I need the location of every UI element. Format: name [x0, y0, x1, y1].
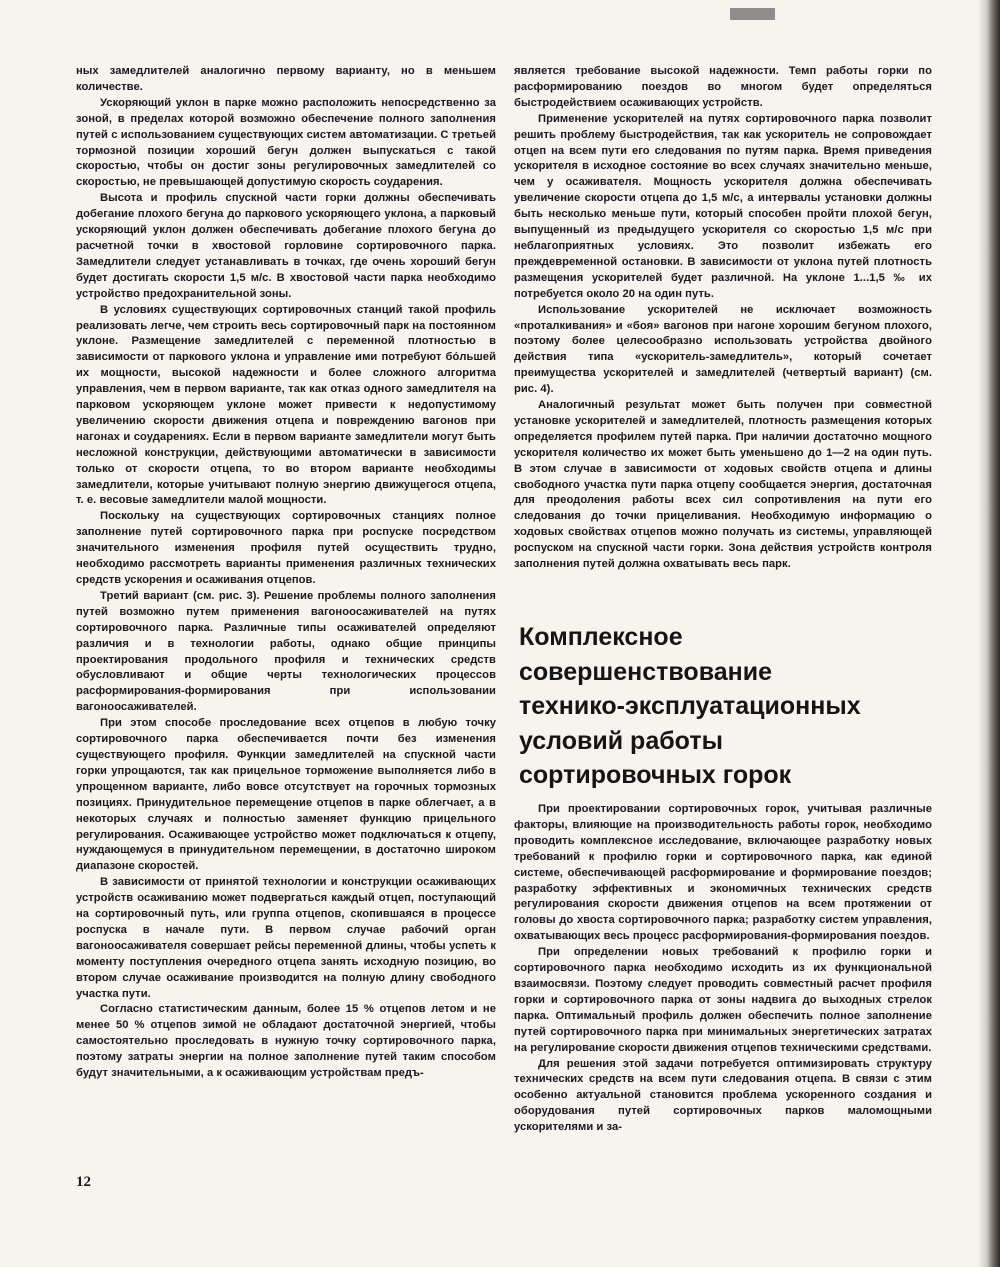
paragraph: Поскольку на существующих сортировочных станциях полное заполнение путей сортировочного парка при роспуске посредством значительного изменения профиля путей осуществить трудно, необходимо рассмотреть варианты применения различных технических средств ускорения и осаживания отцепов.	[76, 510, 496, 586]
paragraph: ных замедлителей аналогично первому варианту, но в меньшем количестве.	[76, 65, 496, 93]
heading-line: совершенствование	[519, 657, 773, 686]
heading-line: Комплексное	[519, 623, 683, 651]
section-heading	[519, 620, 939, 793]
paragraph: Ускоряющий уклон в парке можно расположить непосредственно за зоной, в пределах которой возможно обеспечение полного заполнения путей с использованием существующих систем автоматизации. С третьей тормозной позиции хороший бегун должен выпускаться с такой скоростью, чтобы он достиг зоны регулировочных замедлителей со скоростью, не превышающей допустимую скорость соударения.	[76, 96, 496, 189]
paragraph: Высота и профиль спускной части горки должны обеспечивать добегание плохого бегуна до паркового ускоряющего уклона, а парковый ускоряющий уклон должен обеспечивать добегание плохого бегуна до расчетной точки в хвостовой горловине сортировочного парка. Замедлители следует устанавливать в точках, где очень хороший бегун будет достигать скорости 1,5 м/с. В хвостовой части парка необходимо устройство предохранительной зоны.	[76, 192, 496, 300]
heading-line: условий работы	[519, 726, 723, 755]
paragraph: является требование высокой надежности. Темп работы горки по расформированию поездов во многом будет определяться быстродействием осаживающих устройств.	[514, 65, 932, 109]
paragraph: В зависимости от принятой технологии и конструкции осаживающих устройств осаживанию может подвергаться каждый отцеп, поступающий на сортировочный путь, или группа отцепов, скопившаяся в процессе роспуска в начале пути. В первом случае рабочий орган вагоноосаживателя совершает рейсы переменной длины, чтобы успеть к моменту поступления очередного отцепа занять исходную позицию, во втором случае осаживание производится на полную длину свободного участка пути.	[76, 876, 496, 1000]
paragraph: Для решения этой задачи потребуется оптимизировать структуру технических средств на всем пути следования отцепа. В связи с этим особенно актуальной становится проблема ускоренного создания и оборудования путей сортировочных парков маломощными ускорителями и за-	[514, 1057, 932, 1134]
paragraph: При этом способе проследование всех отцепов в любую точку сортировочного парка обеспечивается почти без изменения существующего профиля. Функции замедлителей на спускной части горки упрощаются, так как прицельное торможение выполняется либо в упрощенном варианте, либо вовсе отсутствует на горочных тормозных позициях. Принудительное перемещение отцепов в парке облегчает, а в некоторых случаях и полностью заменяет функцию прицельного регулирования. Осаживающее устройство может подключаться к отцепу, нуждающемуся в принудительном перемещении, в достаточно широком диапазоне скоростей.	[76, 717, 496, 873]
page-number: 12	[76, 1174, 91, 1190]
paragraph: Использование ускорителей не исключает возможность «проталкивания» и «боя» вагонов при нагоне хорошим бегуном плохого, поэтому более целесообразно использовать устройства двойного действия типа «ускоритель-замедлитель», который сочетает преимущества ускорителей и замедлителей (четвертый вариант) (см. рис. 4).	[514, 303, 932, 396]
paragraph: Применение ускорителей на путях сортировочного парка позволит решить проблему быстродействия, так как ускоритель не сопровождает отцеп на всем пути его следования по путям парка. Время приведения ускорителя в исходное состояние во всех случаях значительно меньше, чем у осаживателя. Мощность ускорителя должна обеспечивать увеличение скорости отцепа до 1,5 м/с, а интервалы установки должны быть несколько меньше пути, который способен пройти плохой бегун, выпущенный из предыдущего ускорителя со скоростью 1,5 м/с при неблагоприятных условиях. Это позволит избежать его преждевременной остановки. В зависимости от уклона путей плотность размещения ускорителей будет различной. На уклоне 1...1,5 ‰ их потребуется около 20 на один путь.	[514, 112, 932, 300]
scan-binding-edge	[978, 0, 1000, 1267]
paragraph: Согласно статистическим данным, более 15 % отцепов летом и не менее 50 % отцепов зимой не обладают достаточной энергией, чтобы самостоятельно проследовать в нужную точку сортировочного парка, поэтому затраты энергии на полное заполнение путей таким способом будут значительными, а к осаживающим устройствам предъ-	[76, 1003, 496, 1080]
paragraph: В условиях существующих сортировочных станций такой профиль реализовать легче, чем строить весь сортировочный парк на постоянном уклоне. Размещение замедлителей с переменной плотностью в зависимости от паркового уклона и управление ими потребуют бо́льшей их мощности, высокой надежности и более сложного алгоритма управления, чем в первом варианте, так как отказ одного замедлителя на парковом ускоряющем уклоне может привести к недопустимому увеличению скорости движения отцепа и повреждению вагонов при нагонах и соударениях. Если в первом варианте замедлители могут быть несложной конструкции, действующими автоматически в зависимости только от скорости отцепа, то во втором варианте необходимы замедлители, которые учитывают полную энергию движущегося отцепа, т. е. весовые замедлители малой мощности.	[76, 303, 496, 507]
paragraph: При проектировании сортировочных горок, учитывая различные факторы, влияющие на производительность работы горок, необходимо проводить комплексное исследование, включающее разработку новых требований к профилю горки и сортировочного парка, как единой системе, обеспечивающей расформирование и формирование поездов; разработку эффективных и экономичных технических средств регулирования скорости движения отцепов на всем протяжении от головы до хвоста сортировочного парка; разработку систем управления, охватывающих весь процесс расформирования-формирования поездов.	[514, 803, 932, 943]
paragraph: При определении новых требований к профилю горки и сортировочного парка необходимо исходить из их функциональной взаимосвязи. Поэтому следует проводить совместный расчет профиля горки и сортировочного парка от зоны надвига до выходных стрелок парка. Оптимальный профиль должен обеспечить полное заполнение путей сортировочного парка при минимальных энергетических затратах на регулирование скорости движения отцепов техническими средствами.	[514, 946, 932, 1054]
left-column	[76, 64, 496, 1082]
paragraph: Третий вариант (см. рис. 3). Решение проблемы полного заполнения путей возможно путем применения вагоноосаживателей на путях сортировочного парка. Различные типы осаживателей определяют различия и в технологии работы, однако общие принципы проектирования продольного профиля и технических средств обусловливают и общие черты технологических процессов расформирования-формирования при использовании вагоноосаживателей.	[76, 589, 496, 714]
heading-line: технико-эксплуатационных	[519, 692, 861, 720]
heading-line: сортировочных горок	[519, 761, 792, 789]
right-column-bottom	[514, 802, 932, 1136]
right-column-top	[514, 64, 932, 573]
scan-artifact-top	[730, 8, 775, 20]
paragraph: Аналогичный результат может быть получен при совместной установке ускорителей и замедлителей, плотность размещения которых определяется профилем путей парка. При наличии достаточно мощного ускорителя количество их может быть уменьшено до 1—2 на один путь. В этом случае в зависимости от ходовых свойств отцепа и длины свободного участка пути парка отцепу сообщается энергия, достаточная для преодоления работы всех сил сопротивления на пути его следования до точки прицеливания. Необходимую информацию о ходовых свойствах отцепов можно получать из системы, управляющей роспуском на спускной части горки. Зона действия устройств контроля заполнения путей должна охватывать весь парк.	[514, 399, 932, 571]
